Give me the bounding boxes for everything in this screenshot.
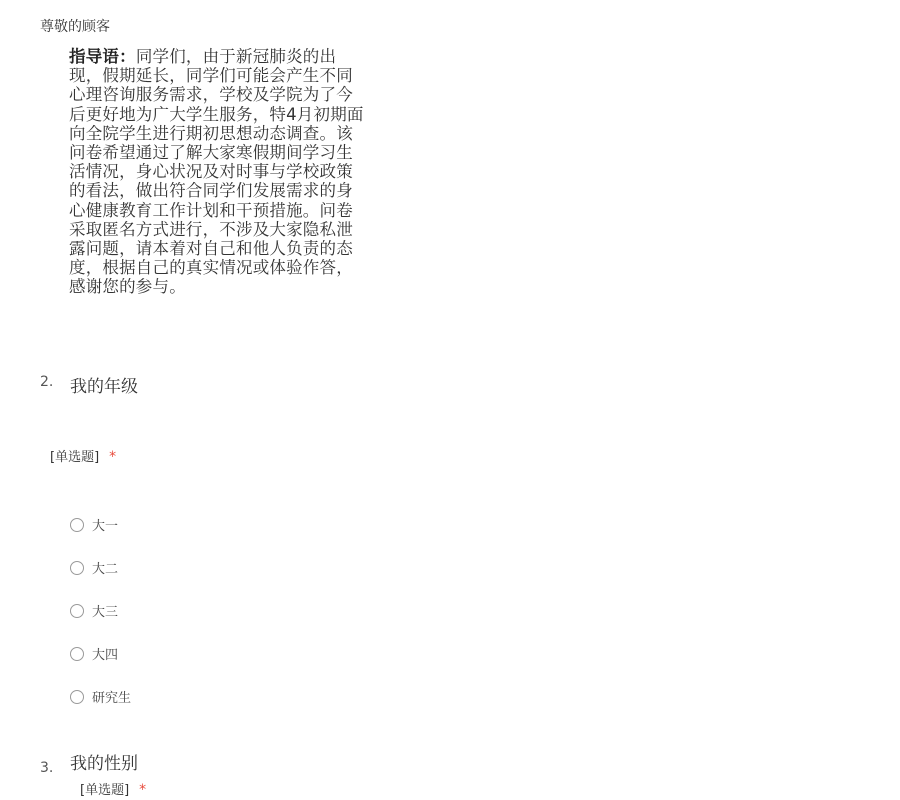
question-number: 3.	[40, 760, 54, 776]
option-grade-4[interactable]	[70, 644, 118, 663]
option-grade-2[interactable]	[70, 558, 118, 577]
intro-bold-label: 指导语：	[69, 47, 136, 66]
option-label: 大一	[92, 519, 119, 534]
question-type: [单选题]	[50, 450, 100, 465]
greeting-text: 尊敬的顾客	[40, 19, 110, 35]
question-title: 我的年级	[70, 377, 138, 397]
radio-button[interactable]	[70, 647, 84, 661]
radio-button[interactable]	[70, 604, 84, 618]
option-label: 大三	[92, 605, 119, 620]
option-label: 研究生	[92, 691, 132, 706]
option-graduate[interactable]	[70, 687, 131, 706]
radio-button[interactable]	[70, 518, 84, 532]
question-number: 2.	[40, 374, 54, 390]
option-label: 大二	[92, 562, 119, 577]
question-type-label	[50, 446, 116, 465]
option-grade-1[interactable]	[70, 515, 118, 534]
required-asterisk: *	[139, 782, 147, 798]
option-label: 大四	[92, 648, 119, 663]
question-title: 我的性别	[70, 754, 138, 774]
required-asterisk: *	[109, 449, 117, 465]
radio-button[interactable]	[70, 690, 84, 704]
option-grade-3[interactable]	[70, 601, 118, 620]
question-type-label	[80, 779, 146, 798]
radio-button[interactable]	[70, 561, 84, 575]
question-type: [单选题]	[80, 783, 130, 798]
intro-paragraph	[69, 47, 364, 297]
intro-text: 同学们，由于新冠肺炎的出现，假期延长，同学们可能会产生不同心理咨询服务需求，学校及学院为了今后更好地为广大学生服务，特4月初期面向全院学生进行期初思想动态调查。该问卷希望通过了解大家寒假期间学习生活情况，身心状况及对时事与学校政策的看法，做出符合同学们发展需求的身心健康教育工作计划和干预措施。问卷采取匿名方式进行，不涉及大家隐私泄露问题，请本着对自己和他人负责的态度，根据自己的真实情况或体验作答，感谢您的参与。	[69, 47, 364, 297]
